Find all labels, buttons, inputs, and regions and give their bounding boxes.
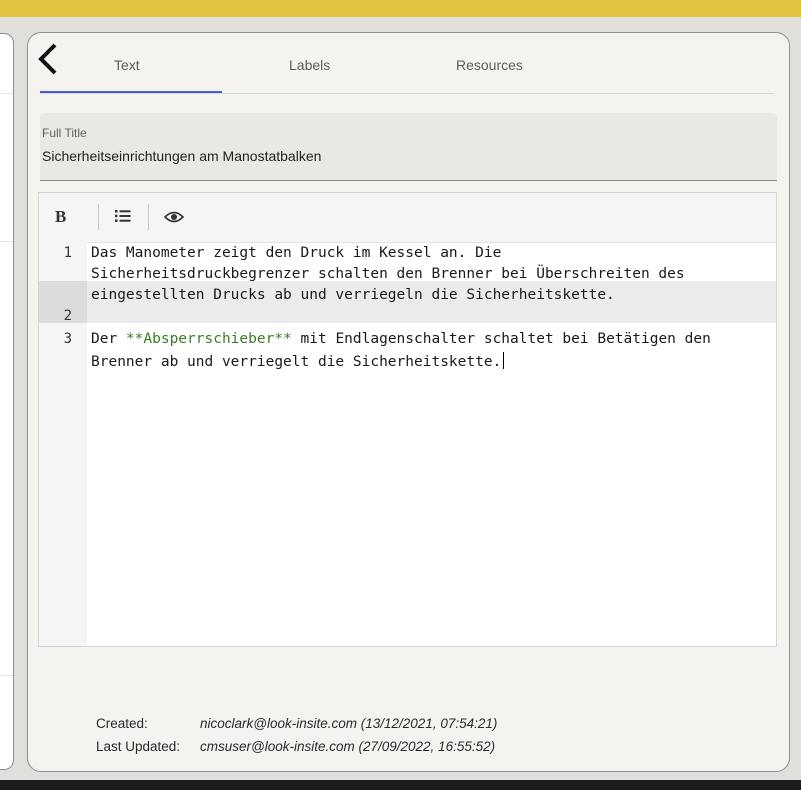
code-row: Das Manometer zeigt den Druck im Kessel an. Die <box>91 245 502 261</box>
editor-panel <box>27 32 790 772</box>
line-number: 1 <box>63 245 72 261</box>
full-title-label: Full Title <box>42 126 87 140</box>
bold-button[interactable]: B <box>55 207 67 226</box>
updated-label: Last Updated: <box>96 739 181 754</box>
full-title-field[interactable] <box>40 113 777 181</box>
toolbar-divider <box>148 204 149 230</box>
tab-labels[interactable]: Labels <box>289 57 331 73</box>
line-number: 2 <box>63 308 72 324</box>
list-icon <box>115 209 131 223</box>
updated-info <box>96 739 495 754</box>
created-info <box>96 716 497 731</box>
created-value: nicoclark@look-insite.com (13/12/2021, 07:54:21) <box>200 716 498 731</box>
updated-value: cmsuser@look-insite.com (27/09/2022, 16:55:52) <box>200 739 496 754</box>
toolbar-divider <box>98 204 99 230</box>
code-text: Der <box>91 331 126 347</box>
divider <box>0 241 13 242</box>
divider <box>0 93 13 94</box>
active-tab-indicator <box>40 91 222 93</box>
tab-resources[interactable]: Resources <box>456 57 523 73</box>
tab-bar <box>40 33 774 94</box>
created-label: Created: <box>96 716 148 731</box>
bold-markup: **Absperrschieber** <box>125 331 292 347</box>
full-title-value[interactable]: Sicherheitseinrichtungen am Manostatbalken <box>42 148 322 164</box>
left-side-panel <box>0 33 14 770</box>
editor-toolbar <box>39 193 776 243</box>
tab-text[interactable]: Text <box>114 57 140 73</box>
divider <box>0 675 13 676</box>
text-cursor <box>503 352 504 369</box>
list-button[interactable] <box>115 209 131 223</box>
code-text: Brenner ab und verriegelt die Sicherheitskette. <box>91 354 502 370</box>
code-row: eingestellten Drucks ab und verriegeln die Sicherheitskette. <box>91 287 615 303</box>
bottom-strip <box>0 780 801 790</box>
code-row <box>91 331 711 347</box>
code-row: Sicherheitsdruckbegrenzer schalten den Brenner bei Überschreiten des <box>91 266 685 282</box>
markdown-editor[interactable] <box>38 192 777 647</box>
app-top-bar <box>0 0 801 17</box>
code-row <box>91 352 504 370</box>
line-number: 3 <box>63 331 72 347</box>
preview-button[interactable] <box>164 210 184 224</box>
eye-icon <box>164 210 184 224</box>
code-text: mit Endlagenschalter schaltet bei Betätigen den <box>291 331 711 347</box>
